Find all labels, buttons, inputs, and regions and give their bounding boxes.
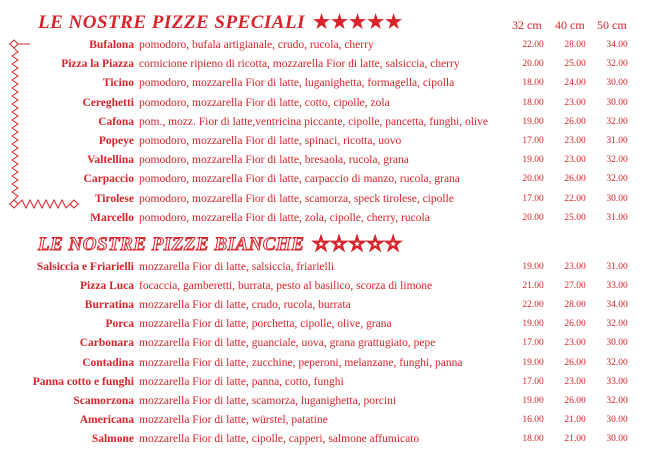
price-32cm: 19.00 <box>522 395 544 406</box>
price-50cm: 31.00 <box>606 136 628 146</box>
menu-item-description: focaccia, gamberetti, burrata, pesto al basilico, scorza di limone <box>139 280 433 293</box>
price-32cm: 17.00 <box>522 193 544 204</box>
menu-item-description: mozzarella Fior di latte, salsiccia, friarielli <box>139 261 335 273</box>
menu-item-name: Salsiccia e Friarielli <box>36 261 134 273</box>
price-40cm: 26.00 <box>564 174 586 185</box>
price-40cm: 23.00 <box>564 97 586 108</box>
price-40cm: 25.00 <box>564 59 586 70</box>
menu-item-row <box>0 190 646 209</box>
price-50cm: 32.00 <box>606 319 628 330</box>
menu-item-name: Pizza Luca <box>80 280 134 293</box>
menu-item-description: pomodoro, mozzarella Fior di latte, zola, cipolle, cherry, rucola <box>139 211 430 224</box>
price-40cm: 21.00 <box>564 433 586 444</box>
menu-item-description: mozzarella Fior di latte, porchetta, cipolle, olive, grana <box>139 318 392 331</box>
menu-item-description: pomodoro, mozzarella Fior di latte, bresaola, rucola, grana <box>139 154 409 167</box>
menu-item-name: Americana <box>79 413 134 426</box>
menu-item-description: pom., mozz. Fior di latte,ventricina piccante, cipolle, pancetta, funghi, olive <box>139 115 489 128</box>
menu-item-description: pomodoro, mozzarella Fior di latte, luganighetta, formagella, cipolla <box>139 77 455 90</box>
menu-item-row <box>0 354 646 373</box>
section2-title-text: LE NOSTRE PIZZE BIANCHE <box>38 234 305 255</box>
menu-item-description: mozzarella Fior di latte, panna, cotto, funghi <box>139 375 344 388</box>
menu-item-row <box>0 315 646 334</box>
price-50cm: 30.00 <box>606 414 628 425</box>
price-40cm: 23.00 <box>564 376 586 387</box>
menu-item-name: Valtellina <box>87 154 134 167</box>
menu-item-description: mozzarella Fior di latte, scamorza, luganighetta, porcini <box>139 394 397 407</box>
price-40cm: 23.00 <box>564 338 586 349</box>
price-32cm: 18.00 <box>522 97 544 108</box>
menu-item-name: Bufalona <box>89 39 134 51</box>
price-32cm: 19.00 <box>522 262 544 272</box>
price-32cm: 16.00 <box>522 414 544 425</box>
menu-item-row <box>0 430 646 449</box>
price-50cm: 32.00 <box>606 357 628 368</box>
price-32cm: 18.00 <box>522 78 544 89</box>
price-50cm: 34.00 <box>606 300 628 311</box>
price-40cm: 22.00 <box>564 193 586 204</box>
price-50cm: 32.00 <box>606 395 628 406</box>
price-50cm: 32.00 <box>606 59 628 70</box>
price-32cm: 21.00 <box>522 281 544 292</box>
price-40cm: 21.00 <box>564 414 586 425</box>
menu-item-name: Porca <box>105 318 134 331</box>
price-32cm: 19.00 <box>522 319 544 330</box>
menu-item-name: Cereghetti <box>82 96 134 109</box>
menu-item-name: Tirolese <box>94 192 134 205</box>
menu-item-name: Popeye <box>98 135 134 147</box>
section2-title <box>38 233 403 256</box>
price-50cm: 32.00 <box>606 155 628 166</box>
menu-item-row <box>0 74 646 93</box>
menu-item-description: mozzarella Fior di latte, zucchine, peperoni, melanzane, funghi, panna <box>139 356 463 369</box>
menu-item-description: pomodoro, mozzarella Fior di latte, carpaccio di manzo, rucola, grana <box>139 173 460 186</box>
price-32cm: 18.00 <box>522 433 544 444</box>
menu-item-row <box>0 411 646 430</box>
price-32cm: 19.00 <box>522 116 544 127</box>
section1-stars: ★★★★★ <box>312 12 404 33</box>
menu-item-name: Salmone <box>91 432 134 445</box>
price-40cm: 25.00 <box>564 212 586 223</box>
menu-item-description: mozzarella Fior di latte, crudo, rucola, burrata <box>139 299 351 312</box>
section1-title-text: LE NOSTRE PIZZE SPECIALI <box>38 12 305 33</box>
section1-title <box>38 11 403 34</box>
menu-item-description: pomodoro, mozzarella Fior di latte, spinaci, ricotta, uovo <box>139 135 402 147</box>
menu-item-name: Burratina <box>84 299 134 312</box>
price-40cm: 27.00 <box>564 281 586 292</box>
menu-item-description: pomodoro, bufala artigianale, crudo, rucola, cherry <box>139 39 374 51</box>
menu-item-name: Contadina <box>82 356 134 369</box>
price-40cm: 28.00 <box>564 40 586 50</box>
menu-item-description: pomodoro, mozzarella Fior di latte, cotto, cipolle, zola <box>139 96 390 109</box>
price-40cm: 26.00 <box>564 357 586 368</box>
menu-item-name: Panna cotto e funghi <box>32 375 134 388</box>
price-32cm: 19.00 <box>522 155 544 166</box>
price-50cm: 32.00 <box>606 174 628 185</box>
price-32cm: 22.00 <box>522 300 544 311</box>
price-40cm: 28.00 <box>564 300 586 311</box>
menu-item-row <box>0 296 646 315</box>
menu-item-description: mozzarella Fior di latte, cipolle, capperi, salmone affumicato <box>139 432 420 445</box>
menu-item-name: Carbonara <box>79 337 134 350</box>
menu-item-description: pomodoro, mozzarella Fior di latte, scamorza, speck tirolese, cipolle <box>139 192 454 205</box>
price-50cm: 33.00 <box>606 376 628 387</box>
menu-item-description: mozzarella Fior di latte, guanciale, uova, grana grattugiato, pepe <box>139 337 436 350</box>
size-header-50: 50 cm <box>597 18 627 32</box>
price-50cm: 30.00 <box>606 338 628 349</box>
price-40cm: 24.00 <box>564 78 586 89</box>
price-50cm: 30.00 <box>606 193 628 204</box>
price-32cm: 20.00 <box>522 174 544 185</box>
menu-item-row <box>0 94 646 113</box>
price-32cm: 20.00 <box>522 212 544 223</box>
menu-item-description: cornicione ripieno di ricotta, mozzarella Fior di latte, salsiccia, cherry <box>139 58 460 71</box>
size-header-32: 32 cm <box>512 18 542 32</box>
price-40cm: 23.00 <box>564 155 586 166</box>
menu-item-name: Ticino <box>102 77 134 90</box>
menu-item-row <box>0 258 646 277</box>
price-40cm: 23.00 <box>564 262 586 272</box>
price-40cm: 26.00 <box>564 319 586 330</box>
price-40cm: 26.00 <box>564 395 586 406</box>
menu-item-row <box>0 36 646 55</box>
price-32cm: 19.00 <box>522 357 544 368</box>
menu-item-name: Marcello <box>90 211 134 224</box>
price-50cm: 32.00 <box>606 116 628 127</box>
price-50cm: 31.00 <box>606 212 628 223</box>
price-32cm: 22.00 <box>522 40 544 50</box>
price-40cm: 26.00 <box>564 116 586 127</box>
menu-item-row <box>0 151 646 170</box>
price-50cm: 34.00 <box>606 40 628 50</box>
menu-item-row <box>0 373 646 392</box>
price-50cm: 30.00 <box>606 78 628 89</box>
price-40cm: 23.00 <box>564 136 586 146</box>
price-50cm: 30.00 <box>606 97 628 108</box>
menu-item-name: Pizza la Piazza <box>61 58 134 71</box>
menu-item-row <box>0 113 646 132</box>
menu-item-name: Scamorzona <box>73 394 134 407</box>
size-header-40: 40 cm <box>555 18 585 32</box>
menu-item-row <box>0 170 646 189</box>
section2-stars: ☆☆☆☆☆ <box>312 234 403 255</box>
price-32cm: 17.00 <box>522 136 544 146</box>
menu-item-row <box>0 55 646 74</box>
menu-item-name: Carpaccio <box>83 173 134 186</box>
menu-item-description: mozzarella Fior di latte, würstel, patatine <box>139 413 328 426</box>
price-50cm: 31.00 <box>606 262 628 272</box>
price-50cm: 30.00 <box>606 433 628 444</box>
menu-item-row <box>0 277 646 296</box>
menu-item-row <box>0 209 646 228</box>
menu-item-row <box>0 334 646 353</box>
menu-item-row <box>0 132 646 151</box>
price-32cm: 17.00 <box>522 338 544 349</box>
menu-item-row <box>0 392 646 411</box>
menu-item-name: Cafona <box>98 115 134 128</box>
price-32cm: 17.00 <box>522 376 544 387</box>
price-32cm: 20.00 <box>522 59 544 70</box>
price-50cm: 33.00 <box>606 281 628 292</box>
